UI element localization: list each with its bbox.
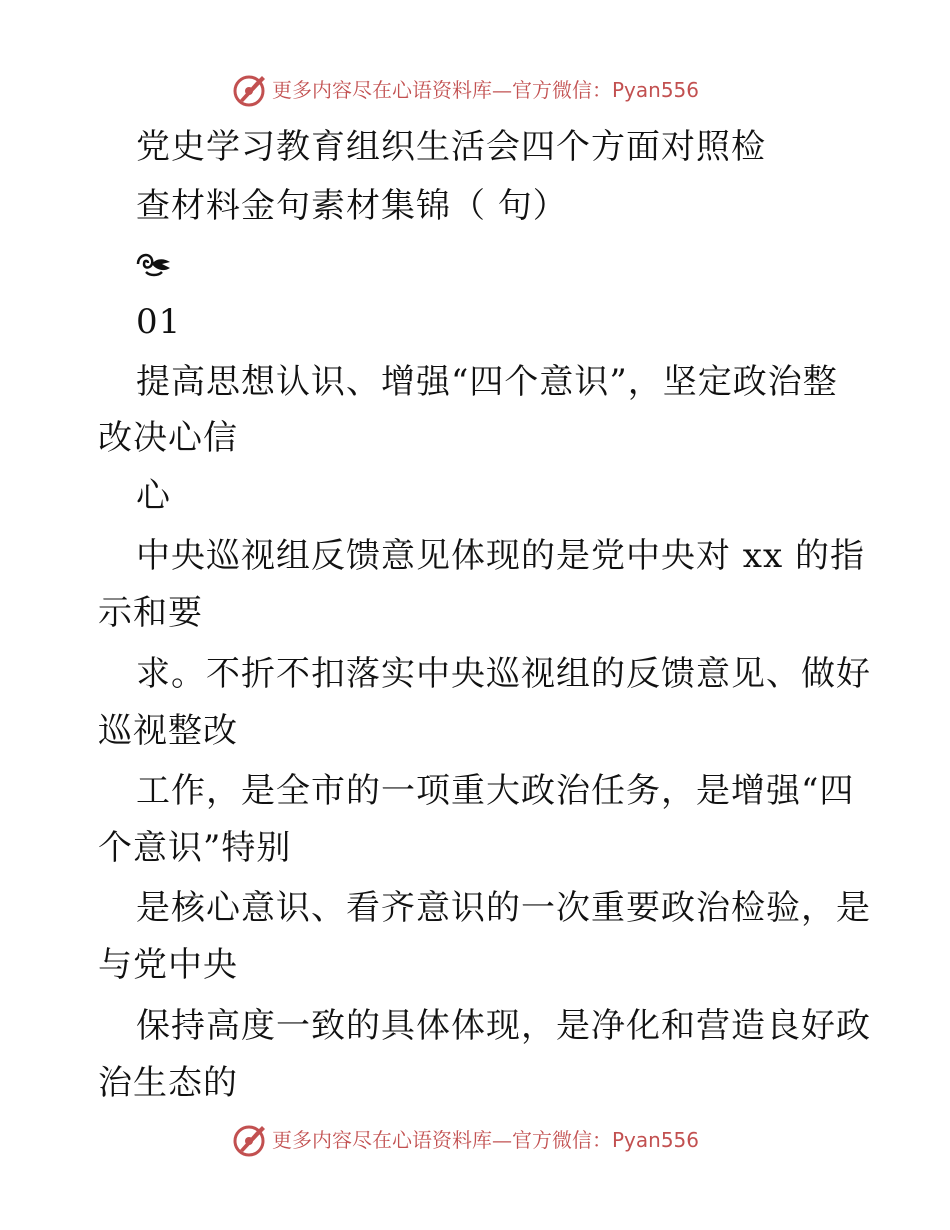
banner-wechat-label: 官方微信： <box>512 1128 612 1152</box>
banner-site-name: 更多内容尽在心语资料库 <box>272 1128 492 1152</box>
document-title-line-2: 查材料金句素材集锦（ 句） <box>136 186 568 226</box>
body-line: 提高思想认识、增强“四个意识”，坚定政治整 <box>136 362 838 402</box>
body-line: 中央巡视组反馈意见体现的是党中央对 xx 的指 <box>136 536 865 576</box>
pen-logo-icon <box>232 1122 270 1158</box>
body-line: 工作，是全市的一项重大政治任务，是增强“四 <box>136 771 855 811</box>
body-line: 巡视整改 <box>98 711 238 751</box>
banner-wechat-id: Pyan556 <box>612 78 700 102</box>
footer-banner <box>0 1120 950 1160</box>
pen-logo-icon <box>232 72 270 108</box>
banner-wechat-id: Pyan556 <box>612 1128 700 1152</box>
body-line: 心 <box>136 476 171 516</box>
body-line: 改决心信 <box>98 418 238 458</box>
banner-text <box>272 1128 699 1152</box>
body-line: 个意识”特别 <box>98 828 292 868</box>
banner-dash: — <box>492 78 512 102</box>
document-title-line-1: 党史学习教育组织生活会四个方面对照检 <box>136 127 766 167</box>
body-line: 与党中央 <box>98 945 238 985</box>
body-line: 示和要 <box>98 593 203 633</box>
header-banner <box>0 70 950 110</box>
banner-dash: — <box>492 1128 512 1152</box>
body-line: 求。不折不扣落实中央巡视组的反馈意见、做好 <box>136 654 871 694</box>
banner-text <box>272 78 699 102</box>
section-number: 01 <box>136 302 182 342</box>
banner-site-name: 更多内容尽在心语资料库 <box>272 78 492 102</box>
fleuron-ornament-icon <box>136 250 172 278</box>
body-line: 保持高度一致的具体体现，是净化和营造良好政 <box>136 1006 871 1046</box>
body-line: 是核心意识、看齐意识的一次重要政治检验，是 <box>136 888 871 928</box>
body-line: 治生态的 <box>98 1063 238 1103</box>
banner-wechat-label: 官方微信： <box>512 78 612 102</box>
